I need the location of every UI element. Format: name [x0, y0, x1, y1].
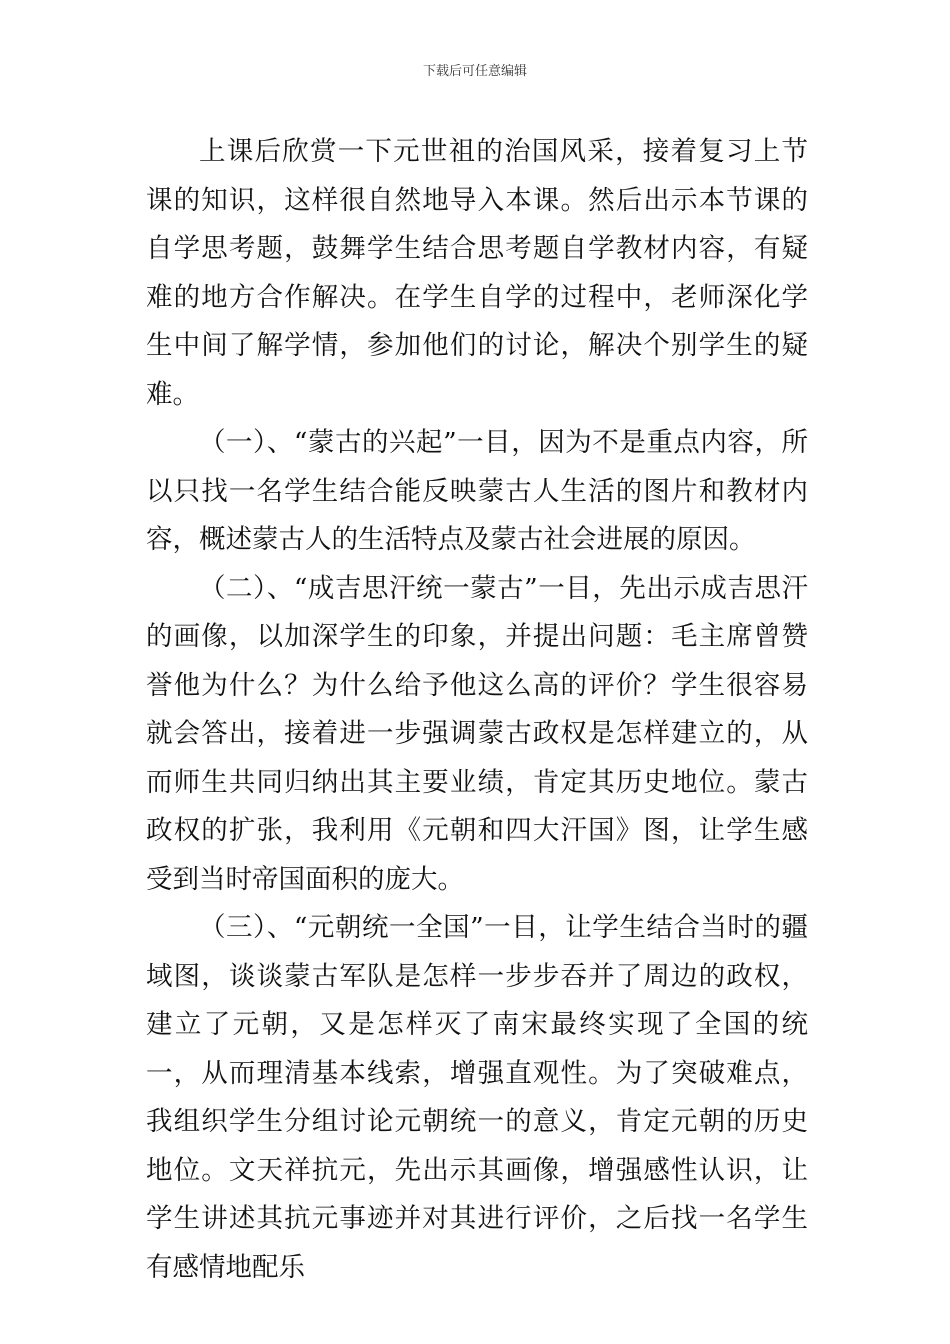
paragraph-section-2: （二）、“成吉思汗统一蒙古”一目，先出示成吉思汗的画像，以加深学生的印象，并提出问题：毛主席曾赞誉他为什么？为什么给予他这么高的评价？学生很容易就会答出，接着进一步强调蒙古政权是怎样建立的，从而师生共同归纳出其主要业绩，肯定其历史地位。蒙古政权的扩张，我利用《元朝和四大汗国》图，让学生感受到当时帝国面积的庞大。 — [146, 572, 808, 895]
page-header: 下载后可任意编辑 — [422, 64, 527, 79]
document-body — [146, 128, 808, 1292]
paragraph-section-1: （一）、“蒙古的兴起”一目，因为不是重点内容，所以只找一名学生结合能反映蒙古人生活的图片和教材内容，概述蒙古人的生活特点及蒙古社会进展的原因。 — [146, 427, 808, 555]
paragraph-section-3: （三）、“元朝统一全国”一目，让学生结合当时的疆域图，谈谈蒙古军队是怎样一步步吞并了周边的政权，建立了元朝，又是怎样灭了南宋最终实现了全国的统一，从而理清基本线索，增强直观性。为了突破难点，我组织学生分组讨论元朝统一的意义，肯定元朝的历史地位。文天祥抗元，先出示其画像，增强感性认识，让学生讲述其抗元事迹并对其进行评价，之后找一名学生有感情地配乐 — [146, 912, 808, 1283]
paragraph-intro: 上课后欣赏一下元世祖的治国风采，接着复习上节课的知识，这样很自然地导入本课。然后出示本节课的自学思考题，鼓舞学生结合思考题自学教材内容，有疑难的地方合作解决。在学生自学的过程中，老师深化学生中间了解学情，参加他们的讨论，解决个别学生的疑难。 — [146, 136, 808, 410]
